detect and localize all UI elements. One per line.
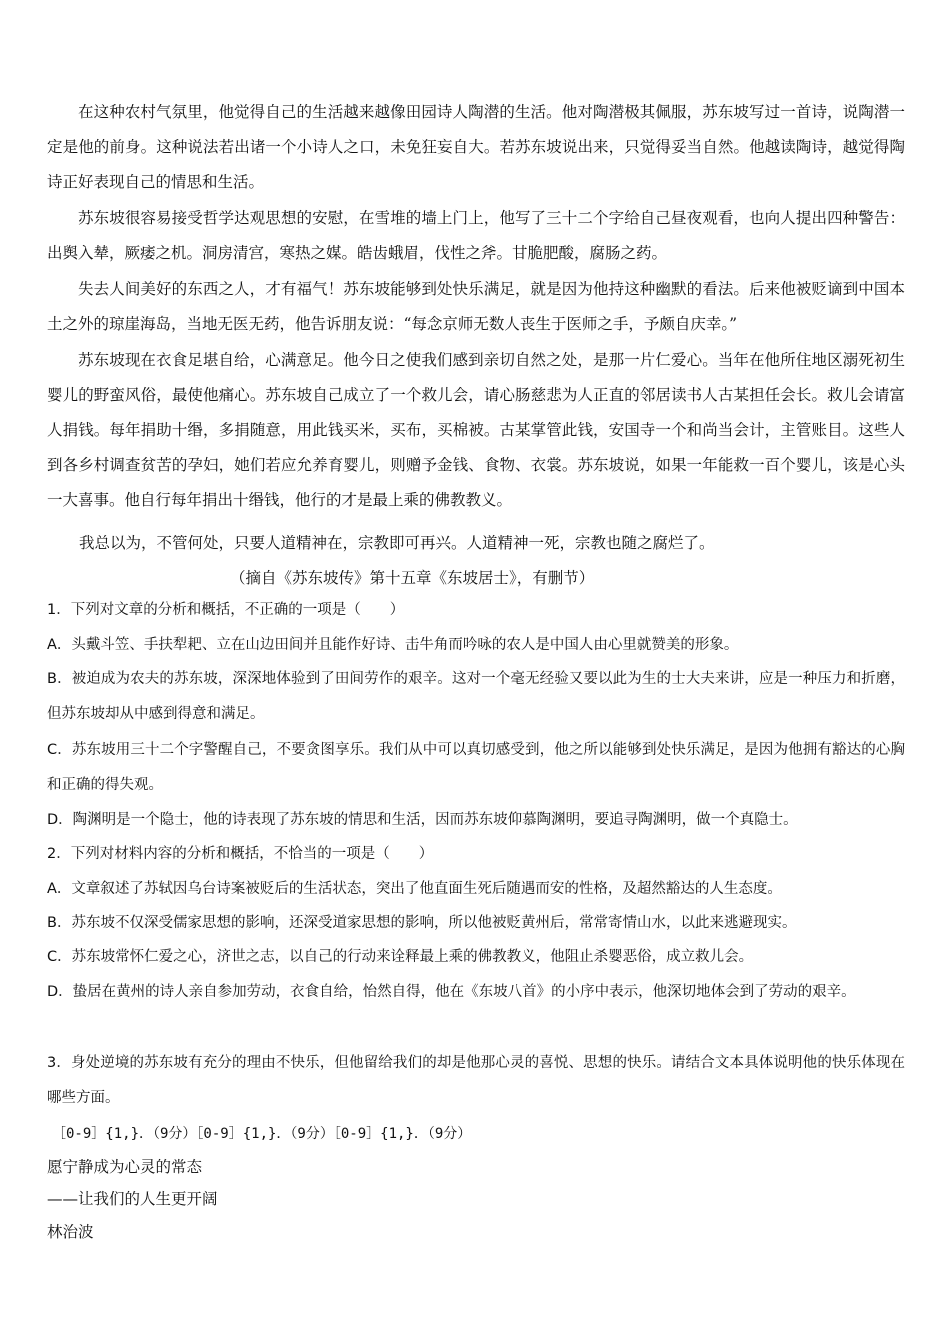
question-2-option-a: A．文章叙述了苏轼因乌台诗案被贬后的生活状态，突出了他直面生死后随遇而安的性格，及超然豁达的人生态度。 <box>47 881 782 897</box>
question-2-option-b: B．苏东坡不仅深受儒家思想的影响，还深受道家思想的影响，所以他被贬黄州后，常常寄情山水，以此来逃避现实。 <box>47 915 797 931</box>
question-3-stem: 3．身处逆境的苏东坡有充分的理由不快乐，但他留给我们的却是他那心灵的喜悦、思想的快乐。请结合文本具体说明他的快乐体现在哪些方面。 <box>47 1055 905 1106</box>
score-line: ［0-9］{1,}．（9分）［0-9］{1,}．（9分）［0-9］{1,}．（9分） <box>52 1126 472 1142</box>
article-paragraph-2: 苏东坡很容易接受哲学达观思想的安慰，在雪堆的墙上门上，他写了三十二个字给自己昼夜观看，也向人提出四种警告：出舆入辇，厥痿之机。洞房清宫，寒热之媒。皓齿蛾眉，伐性之斧。甘脆肥酸，腐肠之药。 <box>47 209 905 262</box>
question-2-option-d: D．蛰居在黄州的诗人亲自参加劳动，衣食自给，怡然自得，他在《东坡八首》的小序中表示，他深切地体会到了劳动的艰辛。 <box>47 984 856 1000</box>
question-1-stem: 1．下列对文章的分析和概括，不正确的一项是（ ） <box>47 602 405 618</box>
article-paragraph-3: 失去人间美好的东西之人，才有福气！苏东坡能够到处快乐满足，就是因为他持这种幽默的看法。后来他被贬谪到中国本土之外的琼崖海岛，当地无医无药，他告诉朋友说：“每念京师无数人丧生于医师之手，予颇自庆幸。” <box>47 280 905 333</box>
next-article-subtitle: ——让我们的人生更开阔 <box>47 1190 218 1208</box>
question-1-option-d: D．陶渊明是一个隐士，他的诗表现了苏东坡的情思和生活，因而苏东坡仰慕陶渊明，要追寻陶渊明，做一个真隐士。 <box>47 812 798 828</box>
question-1-option-b: B．被迫成为农夫的苏东坡，深深地体验到了田间劳作的艰辛。这对一个毫无经验又要以此为生的士大夫来讲，应是一种压力和折磨，但苏东坡却从中感到得意和满足。 <box>47 671 905 722</box>
question-2-option-c: C．苏东坡常怀仁爱之心，济世之志，以自己的行动来诠释最上乘的佛教教义，他阻止杀婴恶俗，成立救儿会。 <box>47 949 754 965</box>
next-article-title: 愿宁静成为心灵的常态 <box>47 1158 203 1176</box>
article-paragraph-5: 我总以为，不管何处，只要人道精神在，宗教即可再兴。人道精神一死，宗教也随之腐烂了。 <box>79 534 715 552</box>
article-paragraph-1: 在这种农村气氛里，他觉得自己的生活越来越像田园诗人陶潜的生活。他对陶潜极其佩服，苏东坡写过一首诗，说陶潜一定是他的前身。这种说法若出诸一个小诗人之口，未免狂妄自大。若苏东坡说出来，只觉得妥当自然。他越读陶诗，越觉得陶诗正好表现自己的情思和生活。 <box>47 103 905 191</box>
question-1-option-a: A．头戴斗笠、手扶犁耙、立在山边田间并且能作好诗、击牛角而吟咏的农人是中国人由心里就赞美的形象。 <box>47 637 739 653</box>
article-paragraph-4: 苏东坡现在衣食足堪自给，心满意足。他今日之使我们感到亲切自然之处，是那一片仁爱心。当年在他所住地区溺死初生婴儿的野蛮风俗，最使他痛心。苏东坡自己成立了一个救儿会，请心肠慈悲为人正直的邻居读书人古某担任会长。救儿会请富人捐钱。每年捐助十缗，多捐随意，用此钱买米，买布，买棉被。古某掌管此钱，安国寺一个和尚当会计，主管账目。这些人到各乡村调查贫苦的孕妇，她们若应允养育婴儿，则赠予金钱、食物、衣裳。苏东坡说，如果一年能救一百个婴儿，该是心头一大喜事。他自行每年捐出十缗钱，他行的才是最上乘的佛教教义。 <box>47 351 905 509</box>
question-1-option-c: C．苏东坡用三十二个字警醒自己，不要贪图享乐。我们从中可以真切感受到，他之所以能够到处快乐满足，是因为他拥有豁达的心胸和正确的得失观。 <box>47 742 905 793</box>
article-source: （摘自《苏东坡传》第十五章《东坡居士》，有删节） <box>230 569 595 587</box>
question-2-stem: 2．下列对材料内容的分析和概括，不恰当的一项是（ ） <box>47 846 434 862</box>
next-article-author: 林治波 <box>47 1223 94 1241</box>
